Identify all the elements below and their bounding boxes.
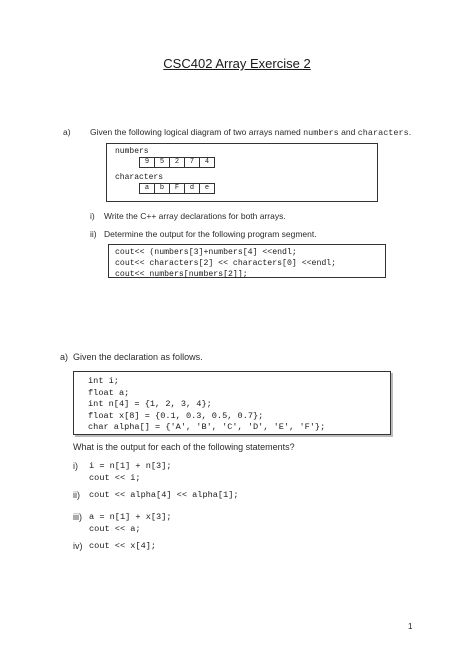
item-label: iii) bbox=[73, 512, 82, 522]
decl-line: float a; bbox=[88, 387, 130, 398]
question-a1-intro bbox=[90, 127, 411, 138]
decl-line: float x[8] = {0.1, 0.3, 0.5, 0.7}; bbox=[88, 410, 264, 421]
characters-cell: F bbox=[169, 183, 185, 194]
array-diagram-box bbox=[106, 143, 378, 202]
declaration-code-box bbox=[73, 371, 391, 435]
question-label-a2: a) bbox=[60, 352, 69, 362]
subq-ii-label: ii) bbox=[90, 229, 97, 239]
intro-code-numbers: numbers bbox=[303, 128, 339, 138]
numbers-array-cells bbox=[140, 157, 215, 168]
subq-ii-text: Determine the output for the following program segment. bbox=[104, 229, 317, 239]
decl-line: char alpha[] = {'A', 'B', 'C', 'D', 'E', 'F'}; bbox=[88, 422, 326, 433]
numbers-cell: 7 bbox=[184, 157, 200, 168]
intro-text-mid: and bbox=[338, 127, 358, 137]
numbers-cell: 4 bbox=[199, 157, 215, 168]
question-label-a1: a) bbox=[63, 127, 71, 137]
item-code-line: cout << a; bbox=[89, 524, 141, 534]
item-label: iv) bbox=[73, 541, 83, 551]
page-title: CSC402 Array Exercise 2 bbox=[163, 56, 311, 71]
characters-array-cells bbox=[140, 183, 215, 194]
code-segment-box bbox=[108, 244, 386, 278]
characters-array-label: characters bbox=[115, 173, 164, 182]
subq-i-text: Write the C++ array declarations for both arrays. bbox=[104, 211, 286, 221]
code-line: cout<< numbers[numbers[2]]; bbox=[115, 270, 248, 279]
decl-line: int i; bbox=[88, 376, 119, 386]
intro-text-pre: Given the following logical diagram of two arrays named bbox=[90, 127, 304, 137]
decl-line: int n[4] = {1, 2, 3, 4}; bbox=[88, 399, 212, 410]
item-code-line: cout << x[4]; bbox=[89, 541, 157, 551]
code-line: cout<< (numbers[3]+numbers[4] <<endl; bbox=[115, 248, 297, 257]
item-label: ii) bbox=[73, 490, 80, 500]
characters-cell: e bbox=[199, 183, 215, 194]
numbers-cell: 5 bbox=[154, 157, 170, 168]
question-a2-intro: Given the declaration as follows. bbox=[73, 352, 203, 362]
question-text: What is the output for each of the following statements? bbox=[73, 442, 295, 452]
code-line: cout<< characters[2] << characters[0] <<endl; bbox=[115, 259, 337, 268]
numbers-cell: 9 bbox=[139, 157, 155, 168]
numbers-cell: 2 bbox=[169, 157, 185, 168]
characters-cell: b bbox=[154, 183, 170, 194]
item-code-line: cout << alpha[4] << alpha[1]; bbox=[89, 490, 239, 500]
characters-cell: d bbox=[184, 183, 200, 194]
intro-code-characters: characters bbox=[357, 128, 409, 138]
item-code-line: cout << i; bbox=[89, 473, 141, 483]
intro-text-post: . bbox=[408, 127, 412, 137]
subq-i-label: i) bbox=[90, 211, 95, 221]
characters-cell: a bbox=[139, 183, 155, 194]
page-number: 1 bbox=[408, 622, 413, 631]
item-code-line: i = n[1] + n[3]; bbox=[89, 461, 172, 471]
item-code-line: a = n[1] + x[3]; bbox=[89, 512, 172, 522]
numbers-array-label: numbers bbox=[115, 147, 149, 156]
item-label: i) bbox=[73, 461, 78, 471]
